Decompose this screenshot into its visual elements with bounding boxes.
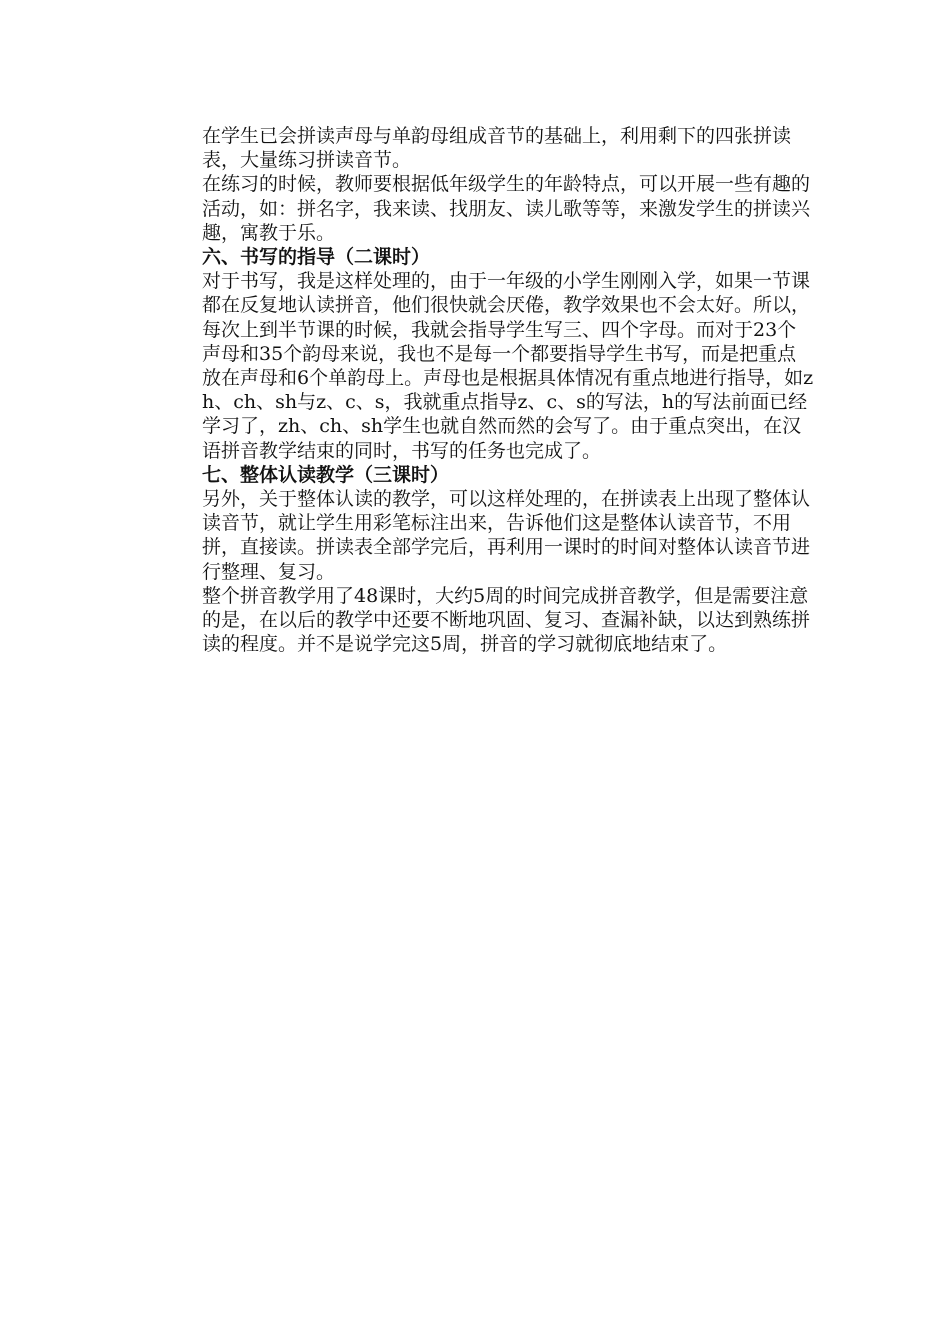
paragraph-syllable-practice: 在学生已会拼读声母与单韵母组成音节的基础上，利用剩下的四张拼读表，大量练习拼读音节。 [202,125,792,172]
section-heading-whole-reading: 七、整体认读教学（三课时） [202,463,450,486]
paragraph-writing-guidance: 对于书写，我是这样处理的，由于一年级的小学生刚刚入学，如果一节课都在反复地认读拼音，他们很快就会厌倦，教学效果也不会太好。所以，每次上到半节课的时候，我就会指导学生写三、四个字母。而对于23个声母和35个韵母来说，我也不是每一个都要指导学生书写，而是把重点放在声母和6个单韵母上。声母也是根据具体情况有重点地进行指导，如zh、ch、sh与z、c、s，我就重点指导z、c、s的写法，h的写法前面已经学习了，zh、ch、sh学生也就自然而然的会写了。由于重点突出，在汉语拼音教学结束的同时，书写的任务也完成了。 [202,270,814,462]
paragraph-conclusion: 整个拼音教学用了48课时，大约5周的时间完成拼音教学，但是需要注意的是，在以后的教学中还要不断地巩固、复习、查漏补缺，以达到熟练拼读的程度。并不是说学完这5周，拼音的学习就彻底地结束了。 [202,584,811,656]
section-heading-writing: 六、书写的指导（二课时） [202,246,431,269]
document-body [202,124,814,656]
paragraph-whole-reading: 另外，关于整体认读的教学，可以这样处理的，在拼读表上出现了整体认读音节，就让学生用彩笔标注出来，告诉他们这是整体认读音节，不用拼，直接读。拼读表全部学完后，再利用一课时的时间对整体认读音节进行整理、复习。 [202,488,811,583]
paragraph-practice-activities: 在练习的时候，教师要根据低年级学生的年龄特点，可以开展一些有趣的活动，如：拼名字，我来读、找朋友、读儿歌等等，来激发学生的拼读兴趣，寓教于乐。 [202,173,811,244]
